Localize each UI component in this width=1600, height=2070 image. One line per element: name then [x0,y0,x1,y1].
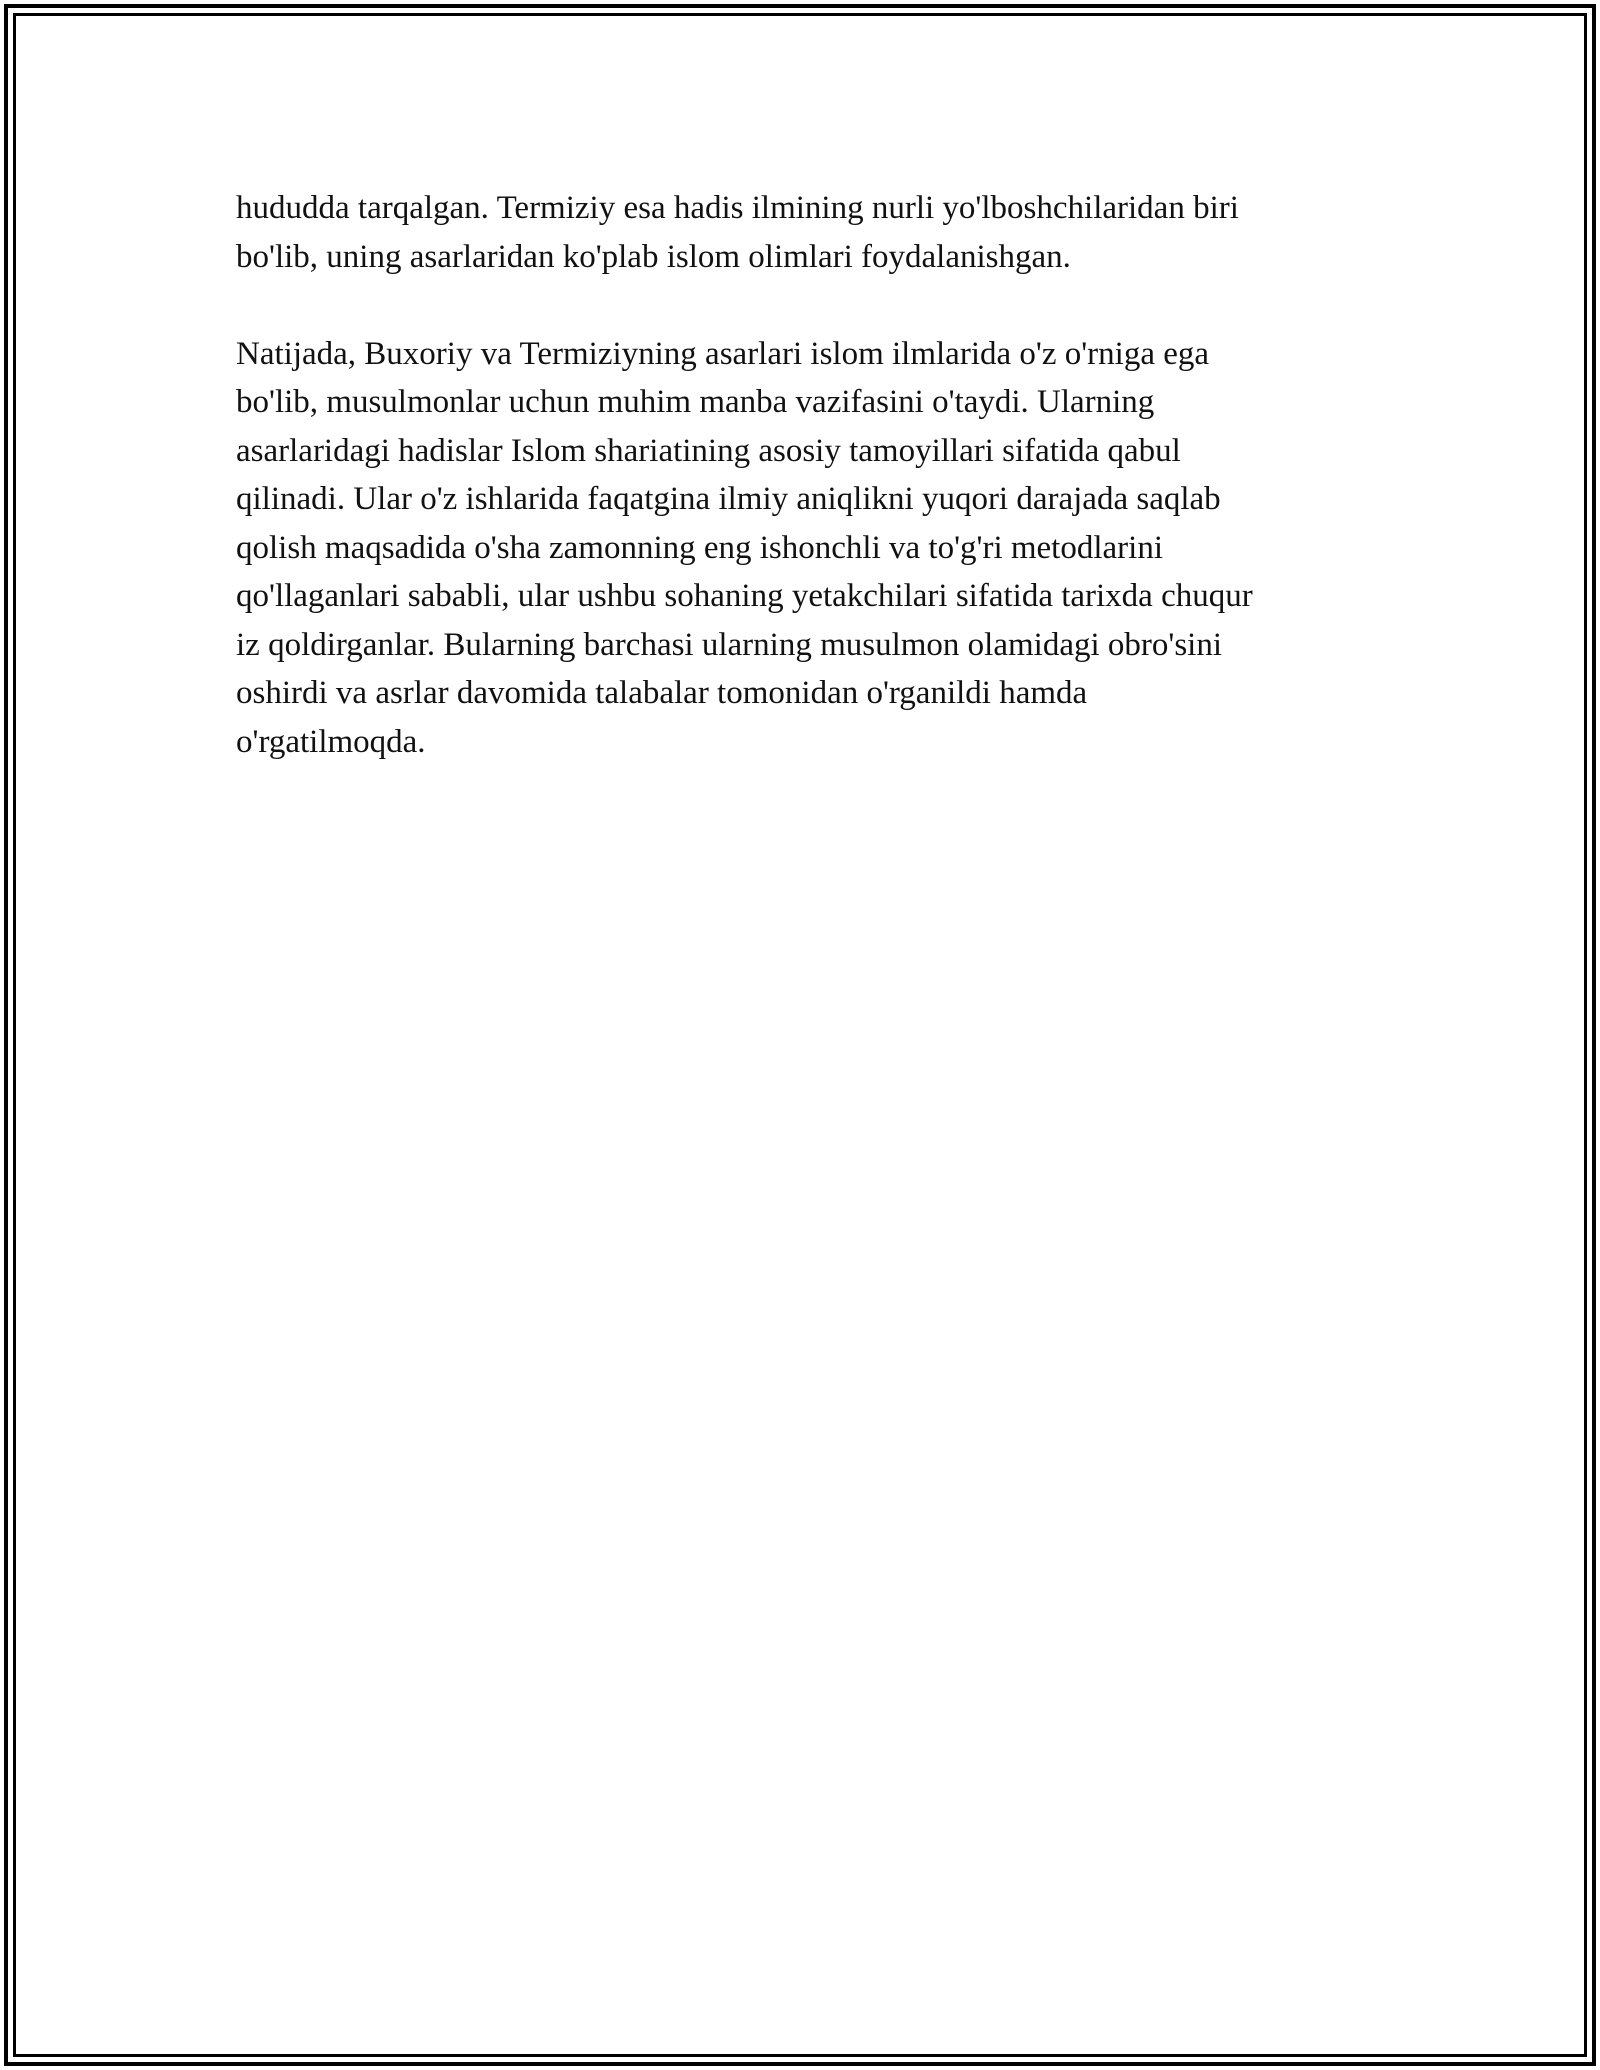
text-line: o'rgatilmoqda. [236,723,426,760]
text-line: bo'lib, musulmonlar uchun muhim manba vazifasini o'taydi. Ularning [236,384,1155,420]
text-line: qo'llaganlari sababli, ular ushbu sohaning yetakchilari sifatida tarixda chuqur [236,578,1253,614]
text-line: qilinadi. Ular o'z ishlarida faqatgina ilmiy aniqlikni yuqori darajada saqlab [236,481,1221,517]
document-body [236,184,1376,766]
text-line: qolish maqsadida o'sha zamonning eng ishonchli va to'g'ri metodlarini [236,529,1163,566]
text-line: oshirdi va asrlar davomida talabalar tomonidan o'rganildi hamda [236,675,1088,711]
text-line: iz qoldirganlar. Bularning barchasi ularning musulmon olamidagi obro'sini [236,626,1223,663]
text-line: Natijada, Buxoriy va Termiziyning asarlari islom ilmlarida o'z o'rniga ega [236,335,1210,372]
paragraph-1 [236,184,1376,281]
text-line: hududda tarqalgan. Termiziy esa hadis ilmining nurli yo'lboshchilaridan biri [236,190,1239,226]
paragraph-2 [236,330,1376,767]
text-line: asarlaridagi hadislar Islom shariatining asosiy tamoyillari sifatida qabul [236,432,1181,469]
text-line: bo'lib, uning asarlaridan ko'plab islom olimlari foydalanishgan. [236,238,1071,275]
